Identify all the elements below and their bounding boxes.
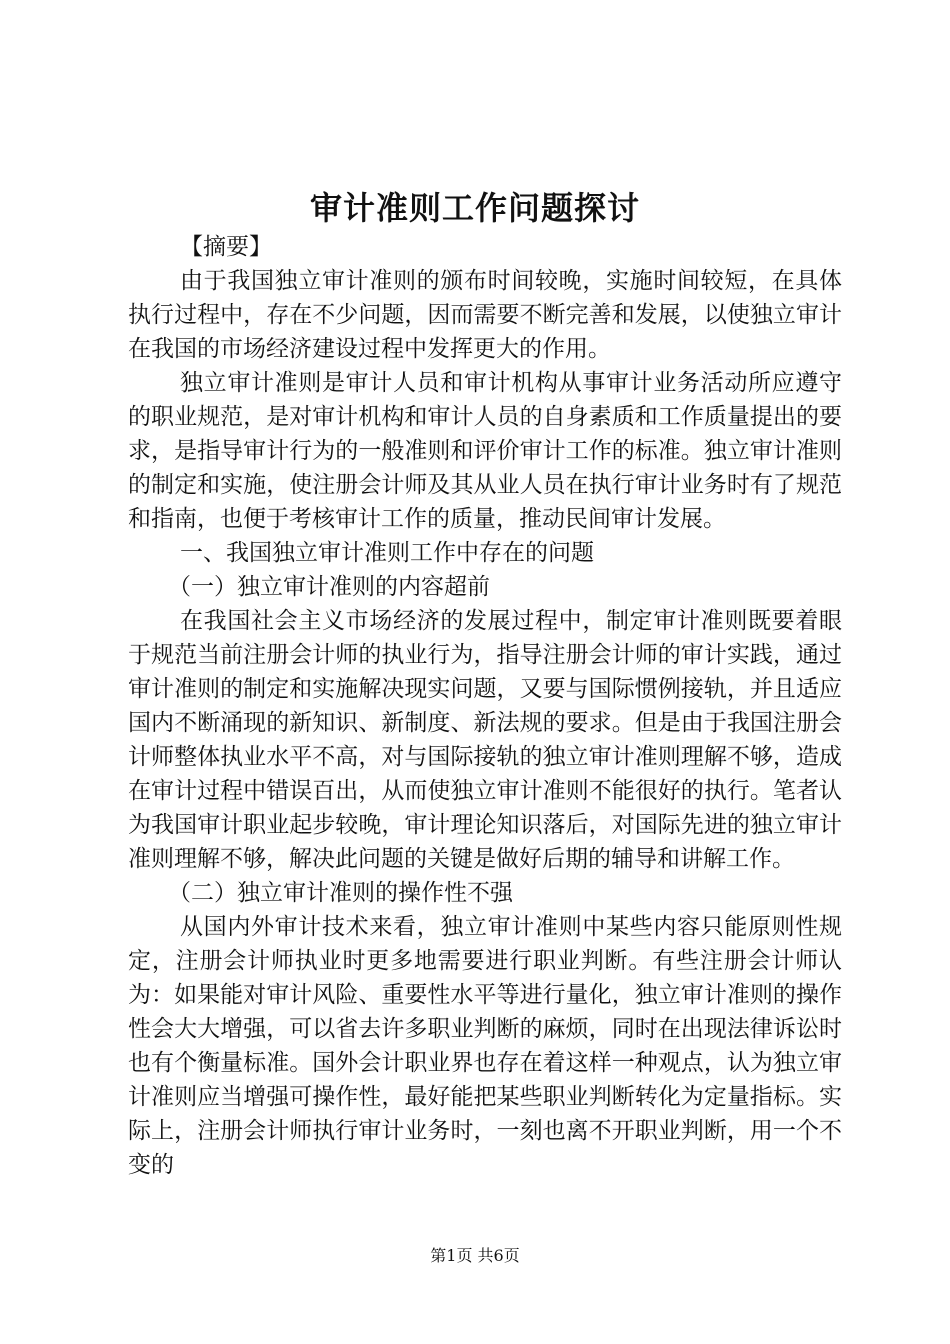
paragraph-2: 独立审计准则是审计人员和审计机构从事审计业务活动所应遵守的职业规范，是对审计机构和审计人员的自身素质和工作质量提出的要求，是指导审计行为的一般准则和评价审计工作的标准。独立审计准则的制定和实施，使注册会计师及其从业人员在执行审计业务时有了规范和指南，也便于考核审计工作的质量，推动民间审计发展。 (128, 370, 842, 532)
paragraph-4: 从国内外审计技术来看，独立审计准则中某些内容只能原则性规定，注册会计师执业时更多地需要进行职业判断。有些注册会计师认为：如果能对审计风险、重要性水平等进行量化，独立审计准则的操作性会大大增强，可以省去许多职业判断的麻烦，同时在出现法律诉讼时也有个衡量标准。国外会计职业界也存在着这样一种观点，认为独立审计准则应当增强可操作性，最好能把某些职业判断转化为定量指标。实际上，注册会计师执行审计业务时，一刻也离不开职业判断，用一个不变的 (128, 914, 842, 1178)
subsection-heading-2: （二）独立审计准则的操作性不强 (168, 880, 513, 906)
paragraph-3: 在我国社会主义市场经济的发展过程中，制定审计准则既要着眼于规范当前注册会计师的执业行为，指导注册会计师的审计实践，通过审计准则的制定和实施解决现实问题，又要与国际惯例接轨，并且适应国内不断涌现的新知识、新制度、新法规的要求。但是由于我国注册会计师整体执业水平不高，对与国际接轨的独立审计准则理解不够，造成在审计过程中错误百出，从而使独立审计准则不能很好的执行。笔者认为我国审计职业起步较晚，审计理论知识落后，对国际先进的独立审计准则理解不够，解决此问题的关键是做好后期的辅导和讲解工作。 (128, 608, 842, 872)
page-footer: 第1页 共6页 (430, 1246, 520, 1265)
document-title: 审计准则工作问题探讨 (309, 189, 640, 227)
document-body (128, 230, 842, 1182)
paragraph-1: 由于我国独立审计准则的颁布时间较晚，实施时间较短，在具体执行过程中，存在不少问题，因而需要不断完善和发展，以使独立审计在我国的市场经济建设过程中发挥更大的作用。 (128, 268, 842, 362)
abstract-heading: 【摘要】 (180, 234, 272, 260)
section-heading-1: 一、我国独立审计准则工作中存在的问题 (180, 540, 594, 566)
subsection-heading-1: （一）独立审计准则的内容超前 (168, 574, 490, 600)
